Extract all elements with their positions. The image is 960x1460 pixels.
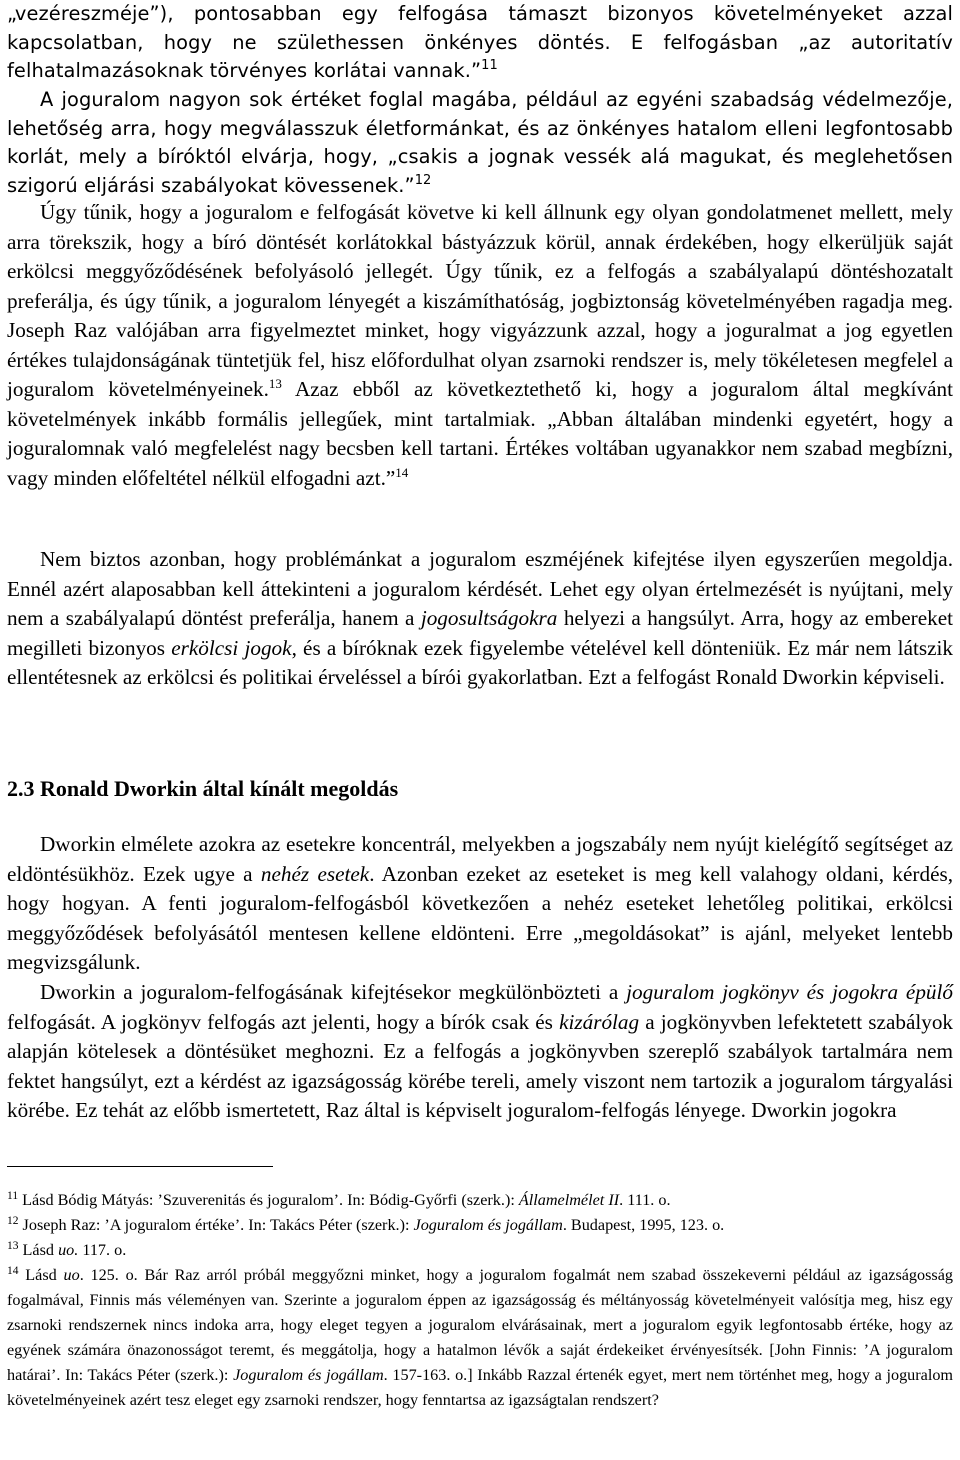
paragraph-text: A joguralom nagyon sok értéket foglal magába, például az egyéni szabadság védelmezője, lehetőség arra, hogy megválasszuk életformánkat, és az önkényes hatalom elleni legfontosabb korlát, mely a bíróktól elvárja, hogy, „csakis a jognak vessék alá magukat, és meglehetősen szigorú eljárási szabályokat kövessenek.” <box>7 88 953 197</box>
emphasis-text: joguralom jogkönyv és jogokra épülő <box>626 980 954 1004</box>
emphasis-text: kizárólag <box>559 1009 640 1034</box>
footnote-text: . 125. o. Bár Raz arról próbál meggyőzni minket, hogy a joguralom fogalmát nem szabad összekeverni például az igazságosság fogalmával, Finnis más véleményen van. Szerinte a joguralom éppen az igazságosság és méltányosság követelményeit valósítja meg, hisz egy zsarnoki rendszernek nincs indoka arra, hogy eleget tegyen a joguralom elvárásainak, mert a joguralom egyik legfontosabb értéke, hogy az egyének számára önazonosságot teremt, és meggátolja, hogy a hatalmon lévők a saját érdekeiket érvényesítsék. [John Finnis: ’A joguralom határai’. In: Takács Péter (szerk.): <box>7 1266 953 1384</box>
footnote-ref-13[interactable]: 13 <box>268 376 282 392</box>
paragraph-text: Azaz ebből az következtethető ki, hogy a joguralom által megkívánt követelmények inkább formális jellegűek, mint tartalmiak. „Abban általában mindenki egyetért, hogy a joguralomnak való megfelelést nagy becsben kell tartani. Értékes voltában ugyanakkor nem szabad megbízni, vagy minden előfeltétel nélkül elfogadni azt.” <box>7 377 953 490</box>
footnote-divider <box>7 1166 273 1167</box>
footnote-text: . 111. o. <box>619 1191 671 1209</box>
emphasis-text: erkölcsi jogok <box>171 635 292 660</box>
footnote-emphasis: Joguralom és jogállam <box>233 1366 384 1384</box>
footnote-text: . Budapest, 1995, 123. o. <box>562 1216 725 1234</box>
section-heading <box>7 775 953 803</box>
footnote-13 <box>7 1238 953 1263</box>
footnote-emphasis: uo <box>63 1266 80 1284</box>
paragraph-text: Dworkin elmélete azokra az esetekre koncentrál, melyekben a jogszabály nem nyújt kielégítő segítséget az eldöntésükhöz. Ezek ugye a <box>7 832 953 886</box>
footnote-ref-12[interactable]: 12 <box>414 172 432 188</box>
footnote-12 <box>7 1213 953 1238</box>
footnote-text: . 157-163. o.] Inkább Razzal értenék egyet, mert nem történhet meg, hogy a joguralom követelményeinek azért tesz eleget egy zsarnoki rendszer, hogy fenntartsa az igazságtalan rendszert? <box>7 1366 954 1409</box>
footnote-text: Lásd <box>25 1266 57 1284</box>
footnote-ref-14[interactable]: 14 <box>395 464 409 480</box>
paragraph-text: , és a bíróknak ezek figyelembe vételével kell dönteniük. Ez már nem látszik ellentétesnek az erkölcsi és politikai érveléssel a bírói gyakorlatban. Ezt a felfogást Ronald Dworkin képviseli. <box>7 635 953 690</box>
footnote-text: 117. o. <box>82 1241 127 1259</box>
footnote-number: 13 <box>7 1240 19 1252</box>
footnote-emphasis: Államelmélet II <box>518 1191 620 1209</box>
footnote-number: 11 <box>7 1190 19 1202</box>
footnote-text: Lásd <box>22 1241 55 1259</box>
paragraph-4 <box>7 545 953 693</box>
paragraph-text: helyezi a hangsúlyt. Arra, hogy az embereket megilleti bizonyos <box>7 606 954 660</box>
heading-text: 2.3 Ronald Dworkin által kínált megoldás <box>7 776 399 801</box>
emphasis-text: nehéz esetek <box>260 861 370 886</box>
footnote-text: Joseph Raz: ’A joguralom értéke’. In: Takács Péter (szerk.): <box>22 1216 410 1234</box>
paragraph-text: Úgy tűnik, hogy a joguralom e felfogását követve ki kell állnunk egy olyan gondolatmenet mellett, mely arra törekszik, hogy a bíró döntését korlátokkal bástyázzuk körül, annak érdekében, hogy elkerüljük saját erkölcsi meggyőződésének befolyásoló jellegét. Úgy tűnik, ez a felfogás a szabályalapú döntéshozatalt preferálja, és úgy tűnik, a joguralom lényegét a kiszámíthatóság, jogbiztonság követelményében ragadja meg. Joseph Raz valójában arra figyelmeztet minket, hogy vigyázzunk azzal, hogy a joguralmat a jog egyetlen értékes tulajdonságának tüntetjük fel, hisz előfordulhat olyan zsarnoki rendszer is, mely tökéletesen megfelel a joguralom követelményeinek. <box>7 200 953 402</box>
paragraph-text: Dworkin a joguralom-felfogásának kifejtésekor megkülönbözteti a <box>40 980 619 1004</box>
footnote-emphasis: uo. <box>58 1241 79 1259</box>
footnote-emphasis: Joguralom és jogállam <box>413 1216 563 1234</box>
footnote-number: 12 <box>7 1215 19 1227</box>
paragraph-text: „vezéreszméje”), pontosabban egy felfogása támaszt bizonyos követelményeket azzal kapcsolatban, hogy ne születhessen önkényes döntés. E felfogásban „az autoritatív felhatalmazásoknak törvényes korlátai vannak.” <box>7 2 953 82</box>
footnote-14 <box>7 1263 953 1413</box>
paragraph-2 <box>7 86 953 200</box>
footnote-11 <box>7 1188 953 1213</box>
paragraph-text: Nem biztos azonban, hogy problémánkat a joguralom eszméjének kifejtése ilyen egyszerűen megoldja. Ennél azért alaposabban kell áttekinteni a joguralom kérdését. Lehet egy olyan értelmezését is nyújtani, mely nem a szabályalapú döntést preferálja, hanem a <box>7 547 953 631</box>
paragraph-3 <box>7 198 953 493</box>
paragraph-6 <box>7 978 953 1126</box>
footnote-ref-11[interactable]: 11 <box>481 58 498 73</box>
paragraph-text: a jogkönyvben lefektetett szabályok alapján kötelesek a döntésüket meghozni. Ez a felfogás a jogkönyvben szereplő szabályok tartalmára nem fektet hangsúlyt, ezt a kérdést az igazságosság körébe tereli, amely viszont nem tartozik a joguralom tárgyalási körébe. Ez tehát az előbb ismertetett, Raz által is képviselt joguralom-felfogás lényege. Dworkin jogokra <box>7 1009 954 1123</box>
paragraph-5 <box>7 830 953 978</box>
footnotes <box>7 1188 953 1413</box>
emphasis-text: jogosultságokra <box>420 606 558 631</box>
footnote-text: Lásd Bódig Mátyás: ’Szuverenitás és joguralom’. In: Bódig-Győrfi (szerk.): <box>22 1191 515 1209</box>
footnote-number: 14 <box>7 1265 19 1277</box>
paragraph-1 <box>7 0 953 86</box>
paragraph-text: . Azonban ezeket az eseteket is meg kell valahogy oldani, kérdés, hogy hogyan. A fenti joguralom-felfogásból következően a nehéz eseteket lehetőleg politikai, erkölcsi meggyőződések befolyásától mentesen kellene eldönteni. Erre „megoldásokat” is ajánl, melyeket lentebb megvizsgálunk. <box>7 861 954 975</box>
paragraph-text: felfogását. A jogkönyv felfogás azt jelenti, hogy a bírók csak és <box>7 1009 553 1034</box>
